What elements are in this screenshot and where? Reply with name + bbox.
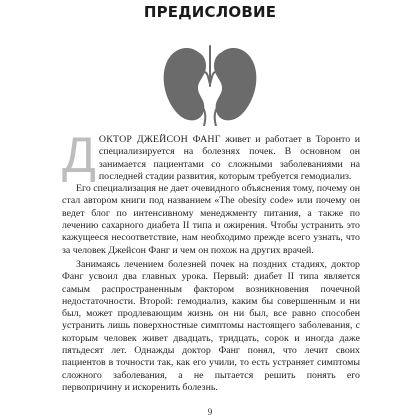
- page-number: 9: [207, 407, 213, 417]
- paragraph-1: [62, 127, 361, 183]
- chapter-heading: ПРЕДИСЛОВИЕ: [143, 3, 277, 21]
- drop-cap: Д: [62, 127, 96, 183]
- paragraph-2: Его специализация не дает очевидного объяснения тому, почему он стал автором книги под названием «The obesity code» или почему он ведет блог по интенсивному менеджменту питания, а также по лечению сахарного диабета II типа и ожирения. Чтобы устранить это кажущееся несоответствие, нам необходимо прежде всего узнать, что за человек Джейсон Фанг и чем он похож на других врачей.: [62, 183, 360, 256]
- body-text: [62, 127, 361, 394]
- kidneys-figure: [158, 42, 262, 126]
- kidneys-icon: [158, 42, 262, 126]
- paragraph-1-text: живет и работает в Торонто и специализируется на болезнях почек. В основном он занимается пациентами со сложными заболеваниями на последней стадии развития, которым требуется гемодиализ.: [98, 134, 361, 182]
- paragraph-3: Занимаясь лечением болезней почек на поздних стадиях, доктор Фанг усвоил два главных урока. Первый: диабет II типа является самым распространенным фактором возникновения почечной недостаточности. Второй: гемодиализ, каким бы совершенным и ни был, может продлевающим жизнь он ни был, все равно способен устранить лишь поверхностные симптомы настоящего заболевания, с которым человек живет двадцать, тридцать, сорок и иногда даже пятьдесят лет. Однажды доктор Фанг понял, что лечит своих пациентов в точности так, как его учили, то есть устраняет симптомы сложного заболевания, а не пытается решить понять его первопричину и искоренить болезнь.: [62, 258, 360, 393]
- lead-in: ОКТОР ДЖЕЙСОН ФАНГ: [98, 134, 221, 145]
